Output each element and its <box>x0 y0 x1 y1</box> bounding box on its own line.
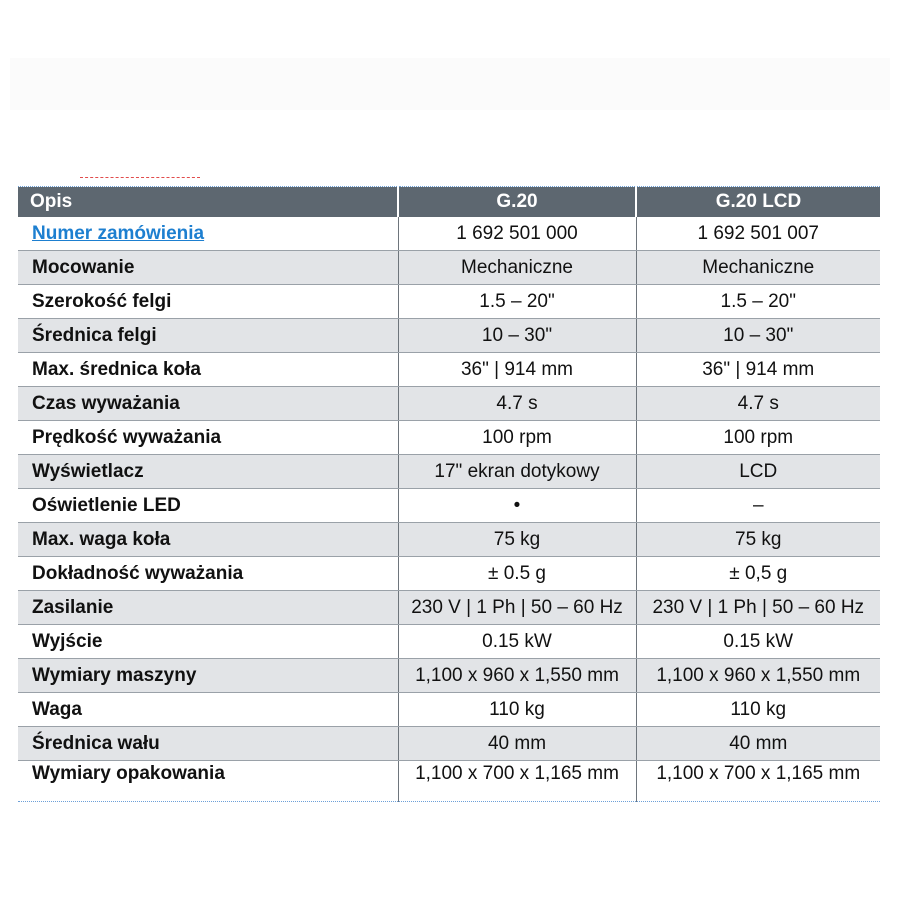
g20-value-cell: 100 rpm <box>398 421 636 455</box>
g20-value-cell: Mechaniczne <box>398 251 636 285</box>
g20-lcd-value-cell: 230 V | 1 Ph | 50 – 60 Hz <box>636 591 880 625</box>
row-label-cell <box>18 557 398 591</box>
table-row <box>18 693 880 727</box>
table-body <box>18 217 880 802</box>
row-label: Średnica felgi <box>32 324 157 346</box>
row-label-cell <box>18 489 398 523</box>
g20-lcd-value-cell: ± 0,5 g <box>636 557 880 591</box>
table-row <box>18 217 880 251</box>
dashed-marker-line <box>80 177 200 178</box>
g20-value-cell: 0.15 kW <box>398 625 636 659</box>
table-row <box>18 319 880 353</box>
g20-value-cell: 230 V | 1 Ph | 50 – 60 Hz <box>398 591 636 625</box>
row-label-cell <box>18 387 398 421</box>
row-label: Wyświetlacz <box>32 460 144 482</box>
spec-table-container <box>18 186 880 802</box>
g20-lcd-value-cell: 100 rpm <box>636 421 880 455</box>
g20-lcd-value-cell: 1 692 501 007 <box>636 217 880 251</box>
g20-lcd-value-cell: – <box>636 489 880 523</box>
row-label-cell <box>18 353 398 387</box>
row-label: Dokładność wyważania <box>32 562 244 584</box>
background-band <box>10 58 890 110</box>
row-label: Średnica wału <box>32 732 160 754</box>
row-label-cell <box>18 251 398 285</box>
row-label-cell <box>18 761 398 802</box>
row-label: Wymiary opakowania <box>32 763 225 784</box>
row-label-cell <box>18 625 398 659</box>
g20-lcd-value-cell: Mechaniczne <box>636 251 880 285</box>
g20-value-cell: 1,100 x 960 x 1,550 mm <box>398 659 636 693</box>
g20-value-cell: 110 kg <box>398 693 636 727</box>
g20-lcd-value-cell: 0.15 kW <box>636 625 880 659</box>
table-row <box>18 285 880 319</box>
row-label: Zasilanie <box>32 596 114 618</box>
g20-value-cell: 1.5 – 20" <box>398 285 636 319</box>
g20-lcd-value-cell: 4.7 s <box>636 387 880 421</box>
row-label-cell <box>18 693 398 727</box>
row-label: Szerokość felgi <box>32 290 172 312</box>
g20-value-cell: ± 0.5 g <box>398 557 636 591</box>
row-label: Czas wyważania <box>32 392 180 414</box>
g20-lcd-value-cell: LCD <box>636 455 880 489</box>
g20-lcd-value-cell: 110 kg <box>636 693 880 727</box>
row-label-cell <box>18 591 398 625</box>
g20-value-cell: 1 692 501 000 <box>398 217 636 251</box>
table-row <box>18 557 880 591</box>
g20-lcd-value-cell: 1,100 x 960 x 1,550 mm <box>636 659 880 693</box>
row-label-cell <box>18 319 398 353</box>
g20-value-cell: 10 – 30" <box>398 319 636 353</box>
table-row <box>18 523 880 557</box>
g20-value-cell: 75 kg <box>398 523 636 557</box>
table-row <box>18 251 880 285</box>
table-row <box>18 659 880 693</box>
g20-value-cell: 1,100 x 700 x 1,165 mm <box>398 761 636 802</box>
table-row <box>18 727 880 761</box>
table-row <box>18 625 880 659</box>
spec-table <box>18 186 880 802</box>
row-label-cell <box>18 659 398 693</box>
row-label: Max. średnica koła <box>32 358 201 380</box>
header-opis: Opis <box>18 187 398 218</box>
table-row <box>18 353 880 387</box>
row-label: Oświetlenie LED <box>32 494 181 516</box>
table-row <box>18 421 880 455</box>
row-label-cell <box>18 727 398 761</box>
table-row <box>18 761 880 802</box>
row-label-cell <box>18 455 398 489</box>
row-label: Wyjście <box>32 630 103 652</box>
g20-value-cell: • <box>398 489 636 523</box>
g20-value-cell: 36" | 914 mm <box>398 353 636 387</box>
g20-value-cell: 4.7 s <box>398 387 636 421</box>
header-g20: G.20 <box>398 187 636 218</box>
row-label: Wymiary maszyny <box>32 664 197 686</box>
row-label: Max. waga koła <box>32 528 171 550</box>
g20-lcd-value-cell: 1,100 x 700 x 1,165 mm <box>636 761 880 802</box>
row-label-cell <box>18 523 398 557</box>
table-row <box>18 489 880 523</box>
g20-lcd-value-cell: 10 – 30" <box>636 319 880 353</box>
row-label: Mocowanie <box>32 256 135 278</box>
g20-lcd-value-cell: 75 kg <box>636 523 880 557</box>
header-g20-lcd: G.20 LCD <box>636 187 880 218</box>
g20-lcd-value-cell: 36" | 914 mm <box>636 353 880 387</box>
table-header-row <box>18 187 880 218</box>
row-label-cell <box>18 285 398 319</box>
row-label: Waga <box>32 698 82 720</box>
row-label-cell[interactable] <box>18 217 398 251</box>
g20-lcd-value-cell: 40 mm <box>636 727 880 761</box>
g20-lcd-value-cell: 1.5 – 20" <box>636 285 880 319</box>
g20-value-cell: 17" ekran dotykowy <box>398 455 636 489</box>
table-row <box>18 591 880 625</box>
row-label: Prędkość wyważania <box>32 426 222 448</box>
row-label-cell <box>18 421 398 455</box>
table-row <box>18 455 880 489</box>
g20-value-cell: 40 mm <box>398 727 636 761</box>
table-row <box>18 387 880 421</box>
order-number-link[interactable]: Numer zamówienia <box>32 222 205 244</box>
